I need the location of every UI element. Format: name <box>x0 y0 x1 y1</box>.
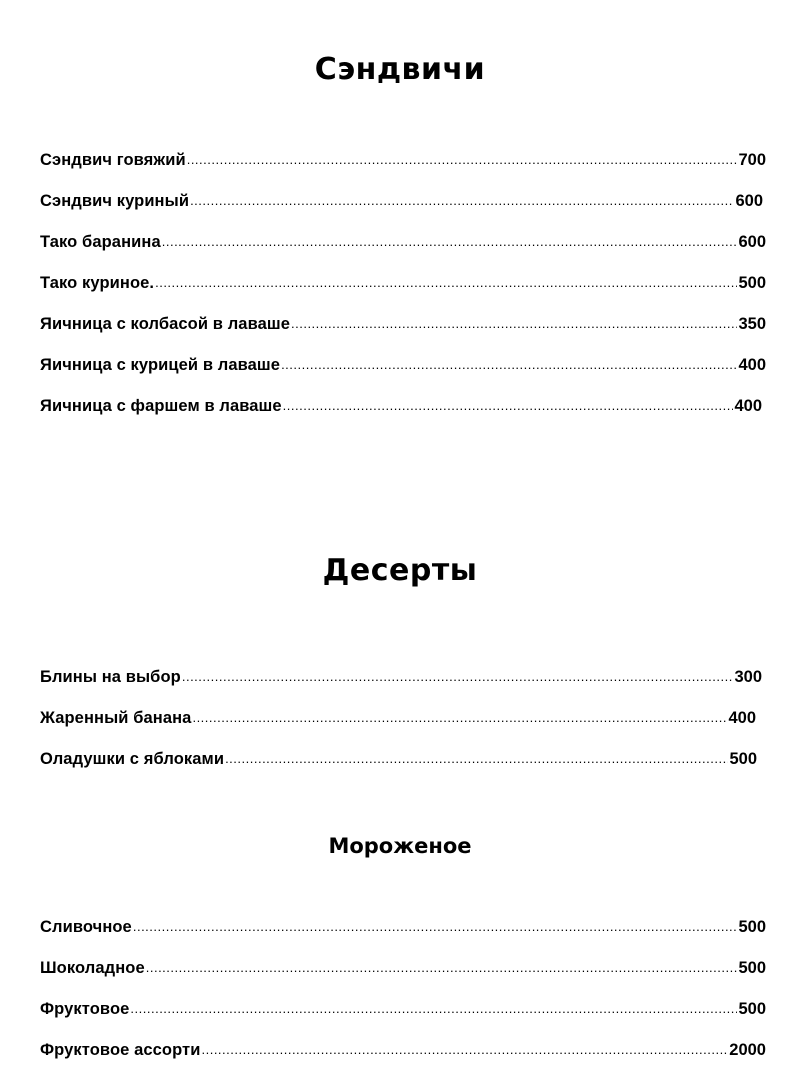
menu-item <box>40 151 766 173</box>
item-price: 2000 <box>729 1041 766 1059</box>
menu-item <box>40 750 757 772</box>
item-price: 700 <box>738 151 766 169</box>
item-price: 500 <box>738 918 766 936</box>
menu-item <box>40 1000 766 1022</box>
item-name: Жаренный банана <box>40 709 192 727</box>
item-price: 500 <box>729 750 757 768</box>
item-price: 400 <box>728 709 756 727</box>
menu-item <box>40 397 762 419</box>
dot-leader <box>155 275 737 290</box>
menu-item <box>40 274 766 296</box>
dot-leader <box>281 357 737 372</box>
item-name: Фруктовое ассорти <box>40 1041 201 1059</box>
item-price: 600 <box>738 233 766 251</box>
dot-leader <box>133 919 738 934</box>
dot-leader <box>182 669 734 684</box>
dot-leader <box>283 398 734 413</box>
item-price: 350 <box>738 315 766 333</box>
item-name: Оладушки с яблоками <box>40 750 225 768</box>
menu-item <box>40 668 762 690</box>
item-name: Фруктовое <box>40 1000 130 1018</box>
item-name: Блины на выбор <box>40 668 181 686</box>
item-name: Яичница с фаршем в лаваше <box>40 397 282 415</box>
item-name: Сэндвич говяжий <box>40 151 186 169</box>
dot-leader <box>291 316 737 331</box>
menu-item <box>40 918 766 940</box>
section-title-desserts: Десерты <box>322 553 478 588</box>
item-price: 500 <box>738 274 766 292</box>
item-price: 400 <box>738 356 766 374</box>
menu-item <box>40 959 766 981</box>
item-name: Тако куриное. <box>40 274 155 292</box>
menu-item <box>40 233 766 255</box>
section-title-icecream: Мороженое <box>328 834 472 858</box>
item-price: 400 <box>734 397 762 415</box>
menu-item <box>40 192 763 214</box>
dot-leader <box>162 234 738 249</box>
dot-leader <box>225 751 728 766</box>
menu-item <box>40 356 766 378</box>
item-name: Сэндвич куриный <box>40 192 190 210</box>
item-price: 500 <box>738 1000 766 1018</box>
dot-leader <box>201 1042 728 1057</box>
item-name: Яичница с курицей в лаваше <box>40 356 281 374</box>
dot-leader <box>146 960 738 975</box>
dot-leader <box>190 193 734 208</box>
menu-item <box>40 709 756 731</box>
item-name: Шоколадное <box>40 959 145 977</box>
menu-item <box>40 315 766 337</box>
dot-leader <box>187 152 738 167</box>
item-name: Сливочное <box>40 918 132 936</box>
menu-item <box>40 1041 766 1063</box>
item-name: Тако баранина <box>40 233 161 251</box>
dot-leader <box>192 710 727 725</box>
item-price: 300 <box>734 668 762 686</box>
item-price: 600 <box>735 192 763 210</box>
dot-leader <box>130 1001 737 1016</box>
item-price: 500 <box>738 959 766 977</box>
item-name: Яичница с колбасой в лаваше <box>40 315 290 333</box>
section-title-sandwiches: Сэндвичи <box>314 52 486 87</box>
